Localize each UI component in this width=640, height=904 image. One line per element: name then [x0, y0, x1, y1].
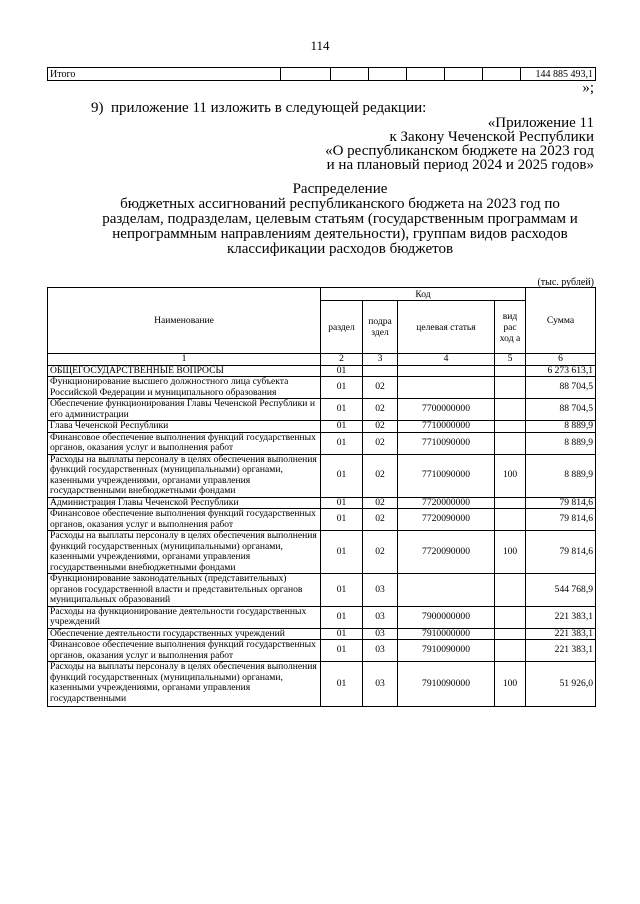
cell-r: 01 — [321, 497, 363, 509]
cell-s: 88 704,5 — [526, 399, 596, 421]
table-row — [48, 399, 596, 421]
cell-s: 79 814,6 — [526, 531, 596, 574]
cell-p: 02 — [363, 497, 398, 509]
table-row — [48, 509, 596, 531]
cell-r: 01 — [321, 531, 363, 574]
cell-a: 7910090000 — [398, 640, 495, 662]
col-article-header: целевая статья — [398, 301, 495, 354]
cell-a: 7700000000 — [398, 399, 495, 421]
item-number: 9) — [91, 100, 104, 116]
heading-title: Распределение — [292, 181, 388, 197]
table-row — [48, 497, 596, 509]
cell-v — [495, 421, 526, 433]
total-sum: 144 885 493,1 — [521, 68, 596, 81]
cell-v — [495, 640, 526, 662]
cell-name: Обеспечение деятельности государственных учреждений — [48, 628, 321, 640]
col-razdel-header: раздел — [321, 301, 363, 354]
cell-p: 03 — [363, 662, 398, 707]
table-row — [48, 606, 596, 628]
table-row — [48, 574, 596, 607]
column-number-row: 1 2 3 4 5 6 — [48, 354, 596, 366]
cell-r: 01 — [321, 432, 363, 454]
cell-v — [495, 628, 526, 640]
cell-a: 7710090000 — [398, 432, 495, 454]
cell-name: Расходы на выплаты персоналу в целях обеспечения выполнения функций государственных (муниципальными) органами, казенными учреждениями, органами управления государственными внебюджетными фондами — [48, 454, 321, 497]
table-row — [48, 421, 596, 433]
cell-r: 01 — [321, 399, 363, 421]
previous-table-total — [47, 67, 596, 81]
cell-p: 03 — [363, 628, 398, 640]
cell-a: 7710090000 — [398, 454, 495, 497]
cell-s: 221 383,1 — [526, 606, 596, 628]
table-row — [48, 454, 596, 497]
cell-s: 8 889,9 — [526, 454, 596, 497]
cell-p: 02 — [363, 377, 398, 399]
cell-a: 7900000000 — [398, 606, 495, 628]
cell-name: Расходы на функционирование деятельности государственных учреждений — [48, 606, 321, 628]
cell-r: 01 — [321, 606, 363, 628]
cell-v — [495, 432, 526, 454]
cell-s: 8 889,9 — [526, 432, 596, 454]
cell-v — [495, 574, 526, 607]
col-vid-header: вид рас ход а — [495, 301, 526, 354]
cell-name: Расходы на выплаты персоналу в целях обеспечения выполнения функций государственных (муниципальными) органами, казенными учреждениями, органами управления государственными внебюджетными фондами — [48, 531, 321, 574]
table-row — [48, 365, 596, 377]
cell-s: 79 814,6 — [526, 509, 596, 531]
cell-p: 02 — [363, 421, 398, 433]
cell-name: Финансовое обеспечение выполнения функций государственных органов, оказания услуг и выполнения работ — [48, 509, 321, 531]
cell-p — [363, 365, 398, 377]
cell-v — [495, 606, 526, 628]
cell-name: Администрация Главы Чеченской Республики — [48, 497, 321, 509]
col-sum-header: Сумма — [526, 288, 596, 354]
cell-p: 02 — [363, 432, 398, 454]
budget-table — [47, 287, 596, 707]
table-row — [48, 662, 596, 707]
cell-name: Расходы на выплаты персоналу в целях обеспечения выполнения функций государственных (муниципальными) органами, казенными учреждениями, органами управления государственными — [48, 662, 321, 707]
cell-a: 7720000000 — [398, 497, 495, 509]
cell-r: 01 — [321, 628, 363, 640]
closing-quote: »; — [582, 80, 594, 96]
cell-v: 100 — [495, 531, 526, 574]
cell-p: 03 — [363, 574, 398, 607]
cell-v — [495, 497, 526, 509]
col-code-header: Код — [321, 288, 526, 301]
cell-a — [398, 365, 495, 377]
table-row — [48, 531, 596, 574]
cell-s: 221 383,1 — [526, 640, 596, 662]
cell-s: 88 704,5 — [526, 377, 596, 399]
cell-name: Обеспечение функционирования Главы Чеченской Республики и его администрации — [48, 399, 321, 421]
cell-name: Функционирование высшего должностного лица субъекта Российской Федерации и муниципального образования — [48, 377, 321, 399]
cell-r: 01 — [321, 662, 363, 707]
item-text: приложение 11 изложить в следующей редакции: — [111, 100, 427, 116]
cell-a — [398, 377, 495, 399]
cell-a — [398, 574, 495, 607]
cell-a: 7910090000 — [398, 662, 495, 707]
cell-v: 100 — [495, 454, 526, 497]
cell-name: Глава Чеченской Республики — [48, 421, 321, 433]
cell-name: Финансовое обеспечение выполнения функций государственных органов, оказания услуг и выполнения работ — [48, 432, 321, 454]
cell-r: 01 — [321, 377, 363, 399]
cell-v: 100 — [495, 662, 526, 707]
cell-r: 01 — [321, 365, 363, 377]
cell-r: 01 — [321, 454, 363, 497]
cell-v — [495, 377, 526, 399]
cell-name: Функционирование законодательных (представительных) органов государственной власти и представительных органов муниципальных образований — [48, 574, 321, 607]
cell-r: 01 — [321, 640, 363, 662]
appendix-caption: «Приложение 11 к Закону Чеченской Республики «О республиканском бюджете на 2023 год и на плановый период 2024 и 2025 годов» — [325, 115, 594, 173]
cell-a: 7910000000 — [398, 628, 495, 640]
total-row — [48, 68, 596, 81]
cell-name: Финансовое обеспечение выполнения функций государственных органов, оказания услуг и выполнения работ — [48, 640, 321, 662]
cell-p: 03 — [363, 640, 398, 662]
cell-r: 01 — [321, 574, 363, 607]
cell-s: 6 273 613,1 — [526, 365, 596, 377]
cell-s: 221 383,1 — [526, 628, 596, 640]
table-row — [48, 377, 596, 399]
cell-a: 7720090000 — [398, 509, 495, 531]
table-row — [48, 628, 596, 640]
table-row — [48, 640, 596, 662]
cell-r: 01 — [321, 509, 363, 531]
cell-name: ОБЩЕГОСУДАРСТВЕННЫЕ ВОПРОСЫ — [48, 365, 321, 377]
cell-s: 8 889,9 — [526, 421, 596, 433]
total-label: Итого — [48, 68, 281, 81]
cell-s: 51 926,0 — [526, 662, 596, 707]
cell-p: 02 — [363, 399, 398, 421]
amendment-item — [91, 100, 426, 117]
cell-a: 7710000000 — [398, 421, 495, 433]
document-heading: Распределение бюджетных ассигнований республиканского бюджета на 2023 год по разделам, подразделам, целевым статьям (государственным программам и непрограммным направлениям деятельности), группам видов расходов классификации расходов бюджетов — [60, 182, 620, 257]
col-name-header: Наименование — [48, 288, 321, 354]
cell-p: 03 — [363, 606, 398, 628]
units-label: (тыс. рублей) — [537, 277, 594, 288]
table-row — [48, 432, 596, 454]
cell-r: 01 — [321, 421, 363, 433]
cell-v — [495, 399, 526, 421]
cell-s: 79 814,6 — [526, 497, 596, 509]
col-podrazdel-header: подра здел — [363, 301, 398, 354]
cell-p: 02 — [363, 509, 398, 531]
cell-s: 544 768,9 — [526, 574, 596, 607]
page-number: 114 — [310, 38, 330, 53]
cell-v — [495, 365, 526, 377]
cell-p: 02 — [363, 531, 398, 574]
cell-p: 02 — [363, 454, 398, 497]
cell-v — [495, 509, 526, 531]
cell-a: 7720090000 — [398, 531, 495, 574]
